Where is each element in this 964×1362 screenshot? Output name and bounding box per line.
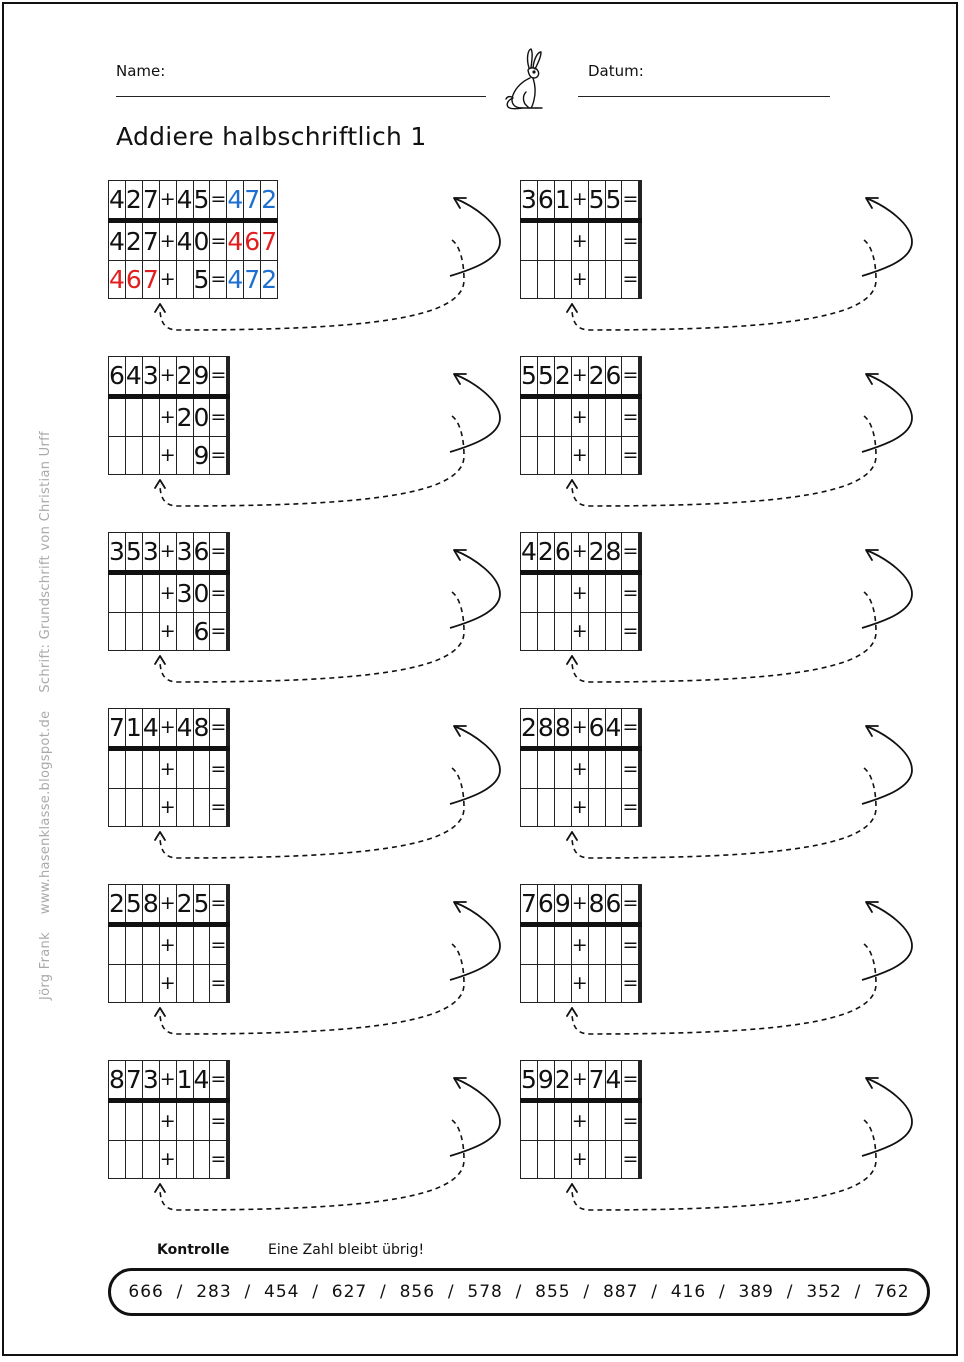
digit-cell: 2 — [109, 885, 126, 925]
operator-cell: = — [210, 181, 227, 221]
operator-cell: + — [159, 437, 176, 475]
operator-cell: + — [159, 573, 176, 613]
digit-cell: 5 — [125, 885, 142, 925]
operator-cell: + — [571, 1141, 588, 1179]
operator-cell: + — [571, 397, 588, 437]
operator-cell: + — [571, 533, 588, 573]
page-title: Addiere halbschriftlich 1 — [116, 122, 427, 151]
digit-cell: 4 — [227, 181, 244, 221]
digit-cell: 1 — [176, 1061, 193, 1101]
operator-cell: + — [159, 709, 176, 749]
operator-cell: = — [622, 181, 639, 221]
digit-cell: 7 — [109, 709, 126, 749]
operator-cell: + — [159, 965, 176, 1003]
digit-cell: 5 — [193, 181, 210, 221]
digit-cell: 2 — [125, 181, 142, 221]
digit-cell: 8 — [193, 709, 210, 749]
digit-cell: 9 — [193, 437, 210, 475]
arrows-icon — [108, 708, 508, 868]
operator-cell: = — [622, 1101, 639, 1141]
operator-cell: + — [159, 1101, 176, 1141]
digit-cell: 2 — [176, 885, 193, 925]
digit-cell: 5 — [605, 181, 622, 221]
digit-cell: 4 — [193, 1061, 210, 1101]
operator-cell: + — [159, 789, 176, 827]
digit-cell: 3 — [521, 181, 538, 221]
operator-cell: + — [571, 181, 588, 221]
digit-cell: 8 — [588, 885, 605, 925]
arrows-icon — [520, 356, 920, 516]
operator-cell: = — [622, 1141, 639, 1179]
arrows-icon — [108, 180, 508, 340]
digit-cell: 8 — [554, 709, 571, 749]
digit-cell: 4 — [142, 709, 159, 749]
operator-cell: = — [622, 357, 639, 397]
digit-cell: 2 — [521, 709, 538, 749]
operator-cell: = — [210, 749, 227, 789]
operator-cell: = — [622, 1061, 639, 1101]
operator-cell: + — [159, 749, 176, 789]
operator-cell: + — [159, 357, 176, 397]
digit-cell: 4 — [176, 221, 193, 261]
operator-cell: + — [159, 533, 176, 573]
digit-cell: 4 — [125, 357, 142, 397]
digit-cell: 5 — [521, 1061, 538, 1101]
arrows-icon — [108, 1060, 508, 1220]
operator-cell: = — [210, 1061, 227, 1101]
operator-cell: = — [210, 709, 227, 749]
operator-cell: = — [622, 533, 639, 573]
digit-cell: 3 — [109, 533, 126, 573]
digit-cell: 2 — [261, 181, 278, 221]
operator-cell: + — [571, 1101, 588, 1141]
operator-cell: + — [159, 397, 176, 437]
digit-cell: 7 — [125, 1061, 142, 1101]
operator-cell: + — [571, 221, 588, 261]
digit-cell: 4 — [605, 1061, 622, 1101]
operator-cell: + — [159, 885, 176, 925]
operator-cell: = — [210, 221, 227, 261]
side-credit — [38, 413, 53, 1000]
operator-cell: + — [571, 437, 588, 475]
digit-cell: 6 — [554, 533, 571, 573]
operator-cell: = — [210, 261, 227, 299]
operator-cell: = — [210, 397, 227, 437]
digit-cell: 6 — [605, 885, 622, 925]
digit-cell: 4 — [605, 709, 622, 749]
digit-cell: 7 — [142, 221, 159, 261]
digit-cell: 0 — [193, 573, 210, 613]
operator-cell: = — [210, 925, 227, 965]
digit-cell: 6 — [244, 221, 261, 261]
arrows-icon — [520, 532, 920, 692]
operator-cell: + — [571, 261, 588, 299]
digit-cell: 2 — [537, 533, 554, 573]
operator-cell: + — [571, 709, 588, 749]
arrows-icon — [108, 884, 508, 1044]
operator-cell: = — [622, 885, 639, 925]
digit-cell: 2 — [588, 533, 605, 573]
digit-cell: 1 — [554, 181, 571, 221]
digit-cell: 6 — [109, 357, 126, 397]
digit-cell: 0 — [193, 397, 210, 437]
digit-cell: 1 — [125, 709, 142, 749]
digit-cell: 7 — [142, 261, 159, 299]
digit-cell: 9 — [193, 357, 210, 397]
digit-cell: 5 — [125, 533, 142, 573]
digit-cell: 2 — [261, 261, 278, 299]
operator-cell: = — [210, 885, 227, 925]
arrows-icon — [520, 708, 920, 868]
operator-cell: = — [210, 357, 227, 397]
digit-cell: 6 — [537, 885, 554, 925]
hare-icon — [496, 48, 556, 112]
operator-cell: + — [159, 1061, 176, 1101]
digit-cell: 4 — [227, 221, 244, 261]
operator-cell: + — [159, 613, 176, 651]
operator-cell: = — [210, 789, 227, 827]
name-line — [116, 96, 486, 97]
operator-cell: = — [622, 749, 639, 789]
digit-cell: 2 — [588, 357, 605, 397]
digit-cell: 7 — [244, 181, 261, 221]
website-credit: www.hasenklasse.blogspot.de — [38, 710, 53, 915]
digit-cell: 6 — [605, 357, 622, 397]
operator-cell: = — [210, 533, 227, 573]
digit-cell: 4 — [227, 261, 244, 299]
digit-cell: 4 — [176, 181, 193, 221]
operator-cell: + — [571, 749, 588, 789]
digit-cell: 8 — [537, 709, 554, 749]
operator-cell: = — [210, 1141, 227, 1179]
operator-cell: = — [210, 1101, 227, 1141]
control-hint: Eine Zahl bleibt übrig! — [268, 1242, 425, 1258]
name-label: Name: — [116, 62, 166, 80]
arrows-icon — [108, 532, 508, 692]
operator-cell: + — [571, 573, 588, 613]
operator-cell: = — [622, 709, 639, 749]
digit-cell: 3 — [176, 573, 193, 613]
control-numbers: 666 / 283 / 454 / 627 / 856 / 578 / 855 / 887 / 416 / 389 / 352 / 762 — [128, 1282, 910, 1302]
operator-cell: = — [622, 925, 639, 965]
digit-cell: 0 — [193, 221, 210, 261]
control-heading: Kontrolle — [157, 1242, 230, 1258]
operator-cell: = — [210, 965, 227, 1003]
operator-cell: = — [622, 397, 639, 437]
operator-cell: + — [571, 789, 588, 827]
digit-cell: 2 — [125, 221, 142, 261]
digit-cell: 8 — [142, 885, 159, 925]
digit-cell: 6 — [193, 533, 210, 573]
font-credit: Schrift: Grundschrift von Christian Urff — [38, 431, 53, 693]
operator-cell: + — [571, 885, 588, 925]
arrows-icon — [108, 356, 508, 516]
digit-cell: 7 — [521, 885, 538, 925]
digit-cell: 4 — [109, 221, 126, 261]
digit-cell: 9 — [537, 1061, 554, 1101]
digit-cell: 3 — [142, 1061, 159, 1101]
digit-cell: 2 — [554, 1061, 571, 1101]
digit-cell: 6 — [588, 709, 605, 749]
operator-cell: + — [571, 965, 588, 1003]
operator-cell: = — [210, 573, 227, 613]
operator-cell: + — [159, 1141, 176, 1179]
digit-cell: 8 — [605, 533, 622, 573]
control-numbers-box — [108, 1268, 930, 1316]
operator-cell: + — [571, 925, 588, 965]
digit-cell: 5 — [193, 261, 210, 299]
digit-cell: 4 — [109, 181, 126, 221]
digit-cell: 9 — [554, 885, 571, 925]
arrows-icon — [520, 180, 920, 340]
author-credit: Jörg Frank — [38, 932, 53, 1000]
digit-cell: 4 — [521, 533, 538, 573]
digit-cell: 6 — [193, 613, 210, 651]
operator-cell: = — [622, 261, 639, 299]
date-label: Datum: — [588, 62, 644, 80]
operator-cell: + — [571, 1061, 588, 1101]
digit-cell: 7 — [244, 261, 261, 299]
digit-cell: 5 — [588, 181, 605, 221]
digit-cell: 5 — [521, 357, 538, 397]
digit-cell: 8 — [109, 1061, 126, 1101]
operator-cell: = — [622, 965, 639, 1003]
operator-cell: = — [622, 613, 639, 651]
operator-cell: + — [159, 261, 176, 299]
arrows-icon — [520, 884, 920, 1044]
digit-cell: 5 — [193, 885, 210, 925]
digit-cell: 3 — [176, 533, 193, 573]
operator-cell: + — [159, 925, 176, 965]
operator-cell: = — [622, 221, 639, 261]
operator-cell: = — [622, 573, 639, 613]
digit-cell: 2 — [176, 357, 193, 397]
operator-cell: = — [622, 437, 639, 475]
digit-cell: 6 — [537, 181, 554, 221]
digit-cell: 3 — [142, 357, 159, 397]
digit-cell: 6 — [125, 261, 142, 299]
date-line — [578, 96, 830, 97]
digit-cell: 2 — [176, 397, 193, 437]
digit-cell: 4 — [176, 709, 193, 749]
digit-cell: 5 — [537, 357, 554, 397]
digit-cell: 2 — [554, 357, 571, 397]
operator-cell: + — [159, 221, 176, 261]
operator-cell: + — [159, 181, 176, 221]
operator-cell: = — [210, 437, 227, 475]
digit-cell: 7 — [142, 181, 159, 221]
digit-cell: 7 — [261, 221, 278, 261]
operator-cell: = — [210, 613, 227, 651]
digit-cell: 3 — [142, 533, 159, 573]
arrows-icon — [520, 1060, 920, 1220]
operator-cell: + — [571, 613, 588, 651]
digit-cell: 7 — [588, 1061, 605, 1101]
operator-cell: + — [571, 357, 588, 397]
operator-cell: = — [622, 789, 639, 827]
digit-cell: 4 — [109, 261, 126, 299]
